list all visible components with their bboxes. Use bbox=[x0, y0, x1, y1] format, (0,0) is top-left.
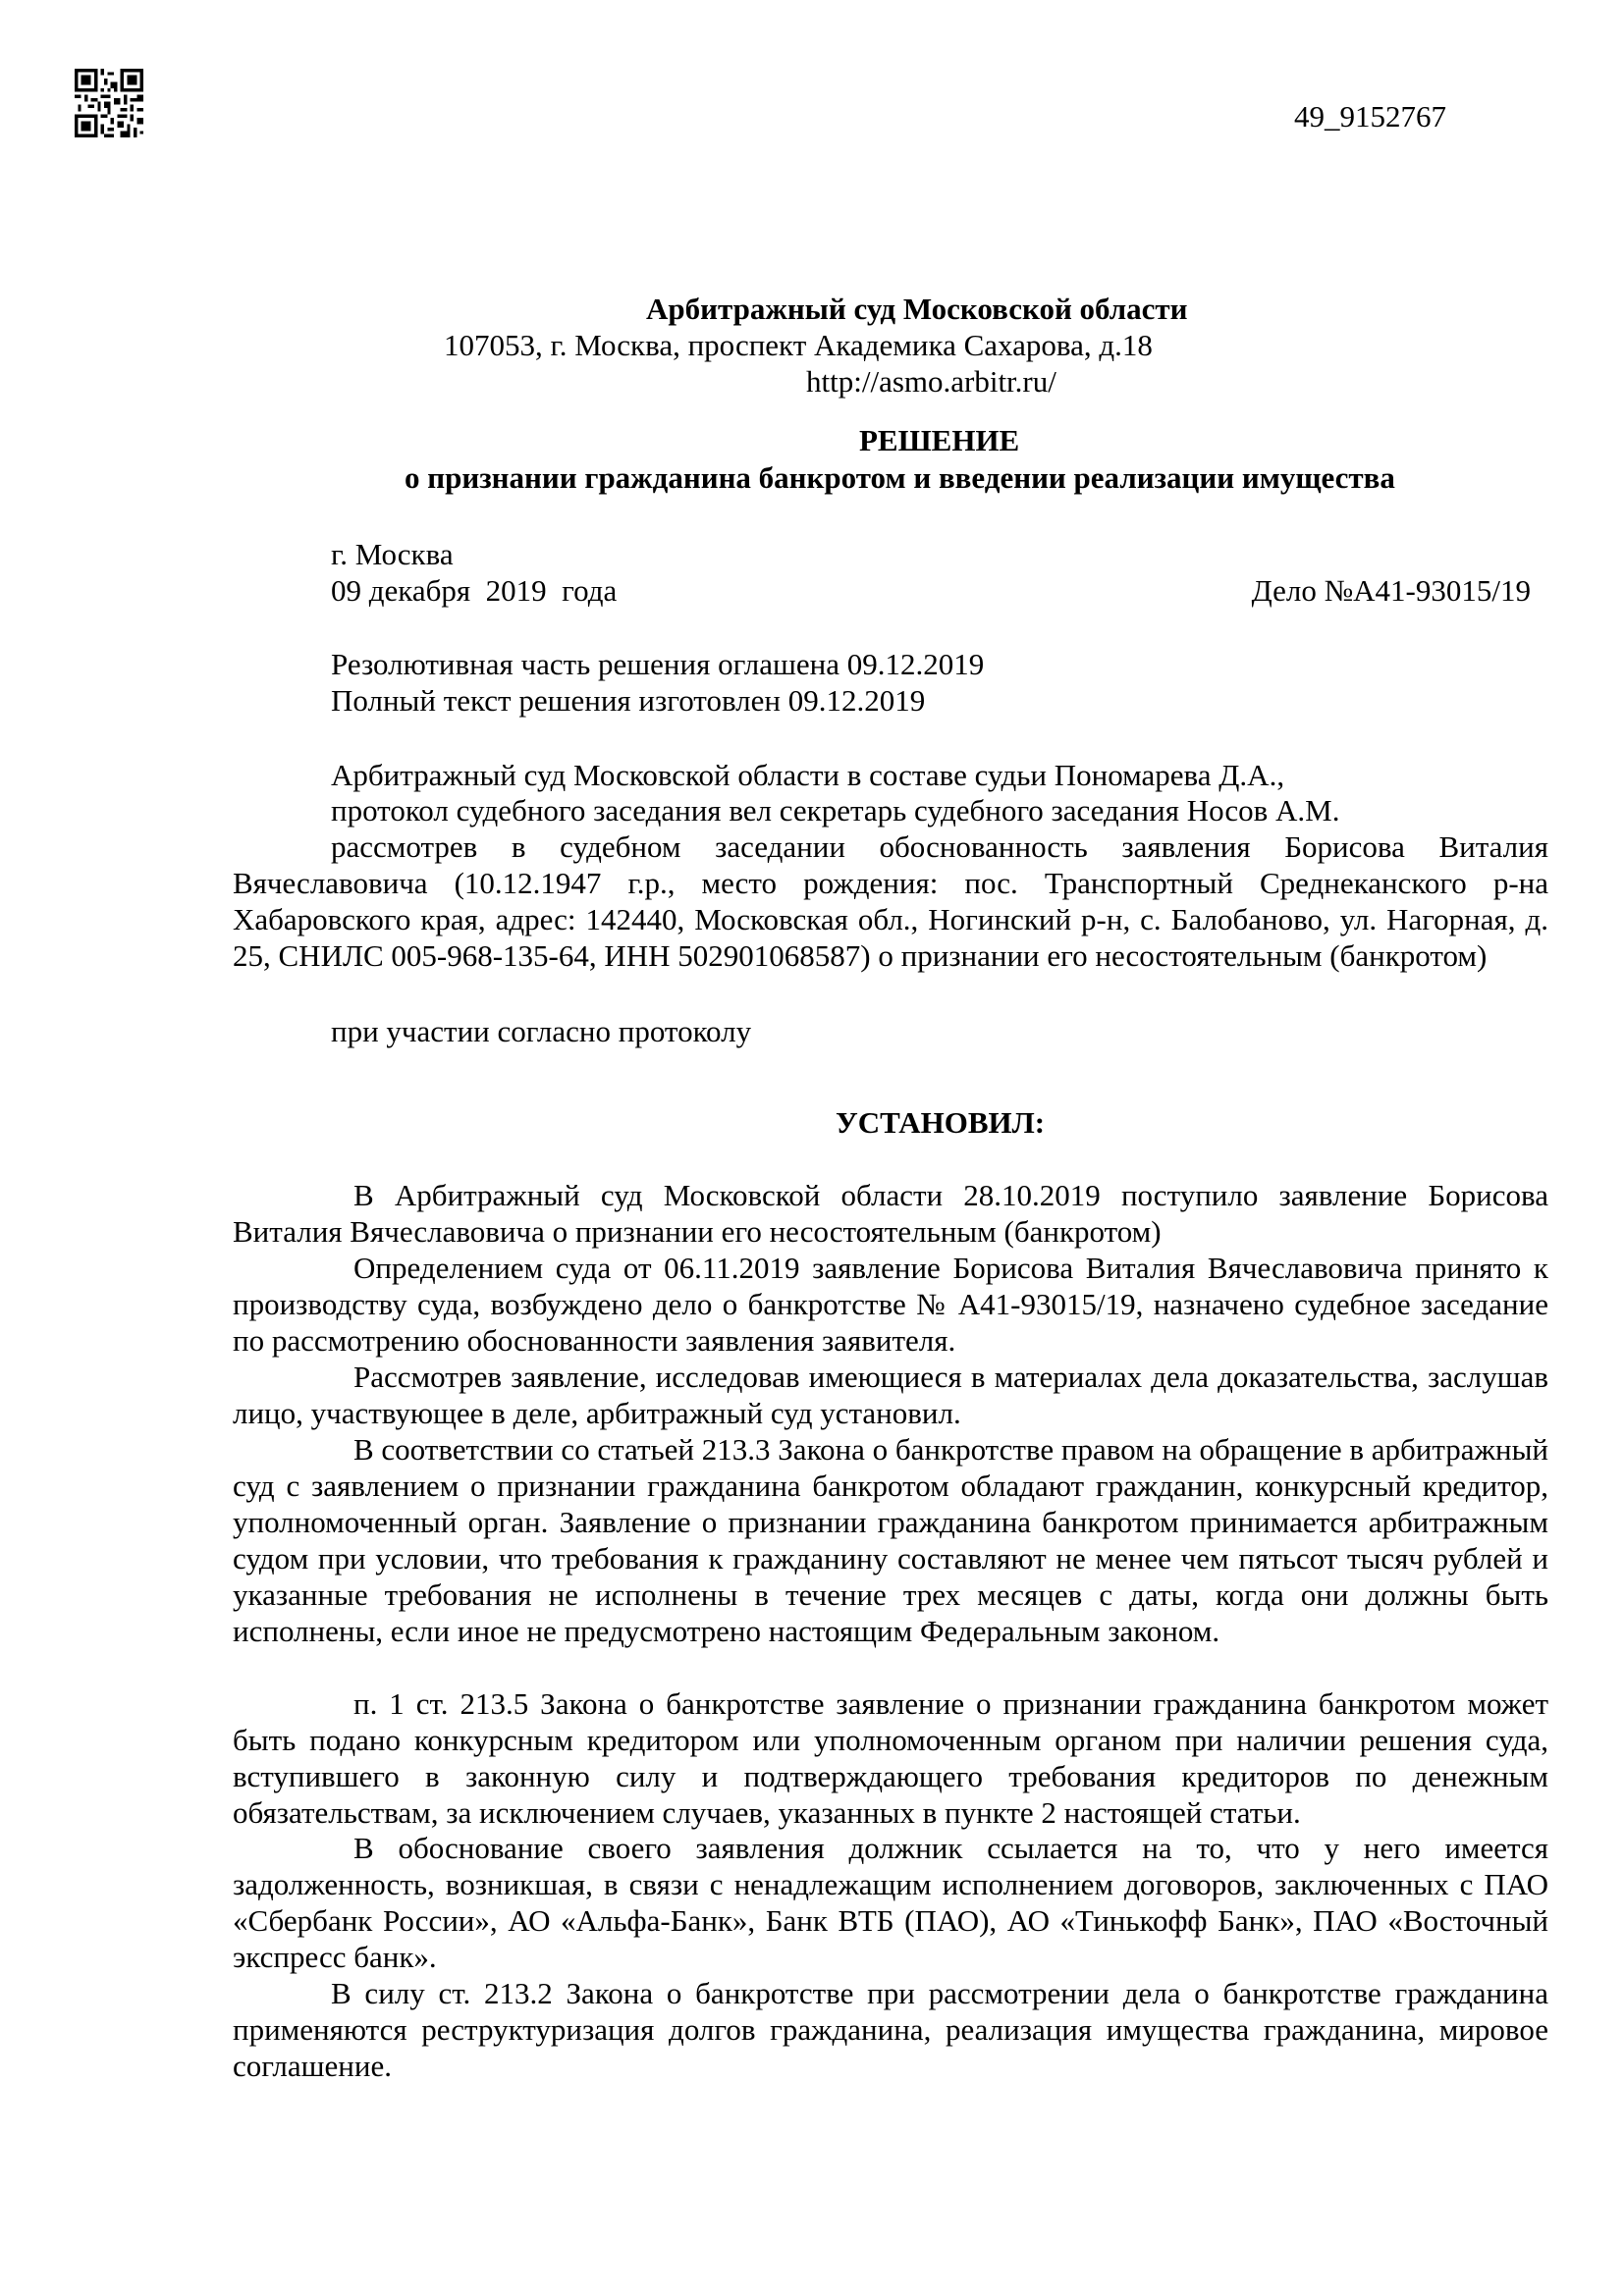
paragraph-6: В обоснование своего заявления должник ссылается на то, что у него имеется задолженность, возникшая, в связи с ненадлежащим исполнением договоров, заключенных с ПАО «Сбербанк России», АО «Альфа-Банк», Банк ВТБ (ПАО), АО «Тинькофф Банк», ПАО «Восточный экспресс банк». bbox=[233, 1831, 1548, 1974]
full-text-prepared: Полный текст решения изготовлен 09.12.2019 bbox=[331, 683, 926, 718]
paragraph-5: п. 1 ст. 213.5 Закона о банкротстве заявление о признании гражданина банкротом может быть подано конкурсным кредитором или уполномоченным органом при наличии решения суда, вступившего в законную силу и подтверждающего требования кредиторов по денежным обязательствам, за исключением случаев, указанных в пункте 2 настоящей статьи. bbox=[233, 1686, 1548, 1830]
decision-date: 09 декабря 2019 года bbox=[331, 573, 618, 608]
court-composition: Арбитражный суд Московской области в составе судьи Пономарева Д.А., bbox=[331, 758, 1285, 792]
section-heading: УСТАНОВИЛ: bbox=[836, 1105, 1046, 1140]
paragraph-1: В Арбитражный суд Московской области 28.10.2019 поступило заявление Борисова Виталия Вячеславовича о признании его несостоятельным (банкротом) bbox=[233, 1178, 1548, 1249]
court-website: http://asmo.arbitr.ru/ bbox=[806, 364, 1056, 399]
court-address: 107053, г. Москва, проспект Академика Сахарова, д.18 bbox=[444, 328, 1153, 362]
document-id: 49_9152767 bbox=[1294, 99, 1446, 133]
qr-code-icon bbox=[75, 69, 143, 137]
case-number: Дело №А41-93015/19 bbox=[1251, 573, 1531, 608]
paragraph-3: Рассмотрев заявление, исследовав имеющиеся в материалах дела доказательства, заслушав лицо, участвующее в деле, арбитражный суд установил. bbox=[233, 1360, 1548, 1430]
city: г. Москва bbox=[331, 537, 454, 571]
considering-paragraph: рассмотрев в судебном заседании обоснованность заявления Борисова Виталия Вячеславовича (10.12.1947 г.р., место рождения: пос. Транспортный Среднеканского р-на Хабаровского края, адрес: 142440, Московская обл., Ногинский р-н, с. Балобаново, ул. Нагорная, д. 25, СНИЛС 005-968-135-64, ИНН 502901068587) о признании его несостоятельным (банкротом) bbox=[233, 829, 1548, 973]
court-name: Арбитражный суд Московской области bbox=[646, 292, 1188, 326]
operative-part-announced: Резолютивная часть решения оглашена 09.12.2019 bbox=[331, 647, 985, 681]
paragraph-2: Определением суда от 06.11.2019 заявление Борисова Виталия Вячеславовича принято к производству суда, возбуждено дело о банкротстве № А41-93015/19, назначено судебное заседание по рассмотрению обоснованности заявления заявителя. bbox=[233, 1251, 1548, 1358]
document-subtitle: о признании гражданина банкротом и введении реализации имущества bbox=[405, 460, 1395, 495]
document-title: РЕШЕНИЕ bbox=[859, 423, 1020, 457]
court-secretary: протокол судебного заседания вел секретарь судебного заседания Носов А.М. bbox=[331, 793, 1340, 828]
paragraph-4: В соответствии со статьей 213.3 Закона о банкротстве правом на обращение в арбитражный суд с заявлением о признании гражданина банкротом обладают гражданин, конкурсный кредитор, уполномоченный орган. Заявление о признании гражданина банкротом принимается арбитражным судом при условии, что требования к гражданину составляют не менее чем пятьсот тысяч рублей и указанные требования не исполнены в течение трех месяцев с даты, когда они должны быть исполнены, если иное не предусмотрено настоящим Федеральным законом. bbox=[233, 1432, 1548, 1648]
participation-line: при участии согласно протоколу bbox=[331, 1014, 752, 1048]
paragraph-7: В силу ст. 213.2 Закона о банкротстве при рассмотрении дела о банкротстве гражданина применяются реструктуризация долгов гражданина, реализация имущества гражданина, мировое соглашение. bbox=[233, 1976, 1548, 2083]
